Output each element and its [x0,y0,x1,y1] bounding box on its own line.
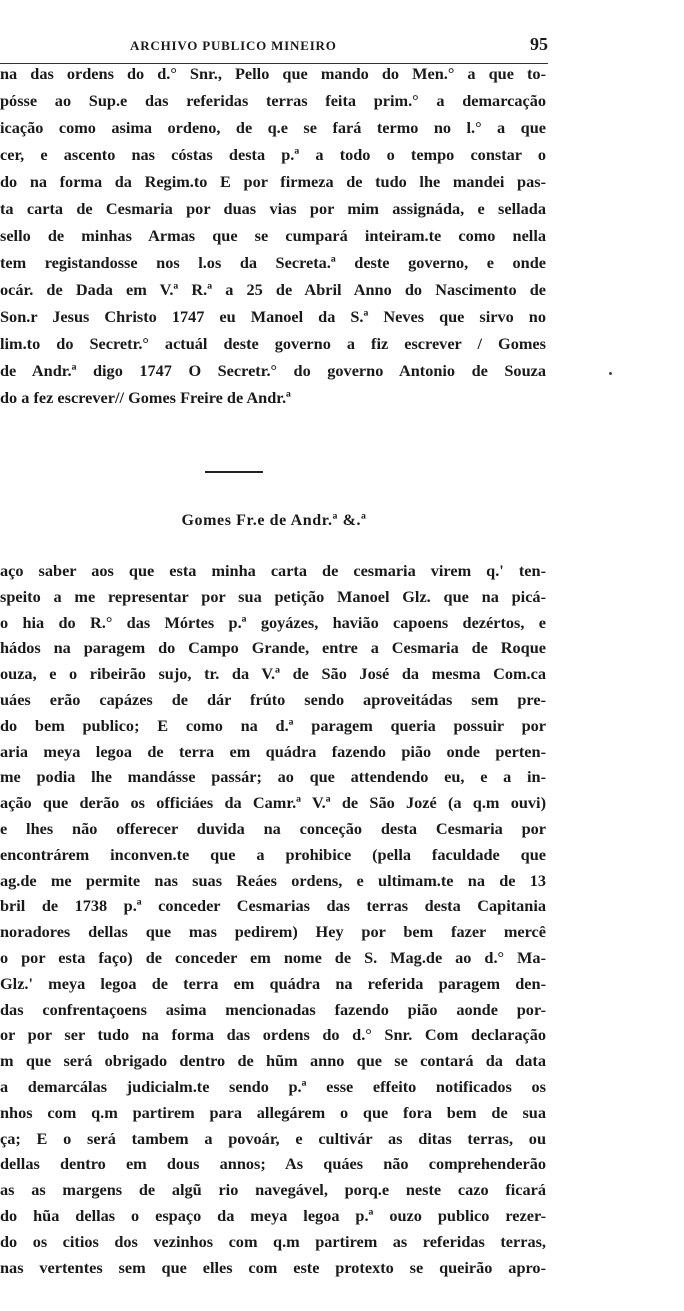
text-line: ação que derão os officiáes da Camr.ª V.ª de São Jozé (a q.m ouvi) [0,793,546,813]
paragraph-1 [0,60,546,411]
page-number: 95 [530,34,548,54]
text-line: nhos com q.m partirem para allegárem o que fora bem de sua [0,1102,546,1122]
text-line: ocár. de Dada em V.ª R.ª a 25 de Abril Anno do Nascimento de [0,280,546,299]
text-line: nas vertentes sem que elles com este protexto se queirão apro- [0,1257,546,1277]
section-divider [205,471,263,473]
text-line: do hũa dellas o espaço da meya legoa p.ª ouzo publico rezer- [0,1205,546,1225]
text-line: me podia lhe mandásse passár; ao que attendendo eu, e a in- [0,767,546,787]
text-line: Glz.' meya legoa de terra em quádra na referida paragem den- [0,973,546,993]
text-line: encontrárem inconven.te que a prohibice (pella faculdade que [0,844,546,864]
text-line: speito a me representar por sua petição Manoel Glz. que na picá- [0,586,546,606]
running-title: ARCHIVO PUBLICO MINEIRO [130,38,337,53]
text-line: do a fez escrever// Gomes Freire de Andr.ª [0,388,291,407]
text-line: e lhes não offerecer duvida na conceção desta Cesmaria por [0,818,546,838]
text-line: do na forma da Regim.to E por firmeza de tudo lhe mandei pas- [0,172,546,191]
section-heading: Gomes Fr.e de Andr.ª &.ª [181,512,367,529]
text-line: das confrentaçoens asima mencionadas fazendo pião aonde por- [0,999,546,1019]
text-line: ça; E o será tambem a povoár, e cultivár as ditas terras, ou [0,1128,546,1148]
text-line: o hia do R.° das Mórtes p.ª goyázes, havião capoens dezértos, e [0,612,546,632]
text-line: bril de 1738 p.ª conceder Cesmarias das terras desta Capitania [0,896,546,916]
text-line: noradores dellas que mas pedirem) Hey por bem fazer mercê [0,922,546,942]
text-line: hádos na paragem do Campo Grande, entre a Cesmaria de Roque [0,638,546,658]
text-line: do os citios dos vezinhos com q.m partirem as referidas terras, [0,1231,546,1251]
text-line: as as margens de algũ rio navegável, porq.e neste cazo ficará [0,1180,546,1200]
text-line: ag.de me permite nas suas Reáes ordens, e ultimam.te na de 13 [0,870,546,890]
text-line: sello de minhas Armas que se cumpará inteiram.te como nella [0,226,546,245]
text-line: de Andr.ª digo 1747 O Secretr.° do governo Antonio de Souza [0,361,546,380]
running-head [0,34,548,56]
text-line: aria meya legoa de terra em quádra fazendo pião onde perten- [0,741,546,761]
text-line: or por ser tudo na forma das ordens do d.° Snr. Com declaração [0,1025,546,1045]
text-line: dellas dentro em dous annos; As quáes não comprehenderão [0,1154,546,1174]
text-line: m que será obrigado dentro de hũm anno que se contará da data [0,1051,546,1071]
text-line: ouza, e o ribeirão sujo, tr. da V.ª de São José da mesma Com.ca [0,664,546,684]
text-line: icação como asima ordeno, de q.e se fará termo no l.° a que [0,118,546,137]
text-line: do bem publico; E como na d.ª paragem queria possuir por [0,715,546,735]
text-line: tem registandosse nos l.os da Secreta.ª deste governo, e onde [0,253,546,272]
text-line: o por esta faço) de conceder em nome de S. Mag.de ao d.° Ma- [0,947,546,967]
text-line: cer, e asсento nas cóstas desta p.ª a todo o tempo constar o [0,145,546,164]
text-line: aço saber aos que esta minha carta de cesmaria virem q.' ten- [0,561,546,580]
text-line: pósse ao Sup.e das referidas terras feita prim.° a demarcação [0,91,546,110]
text-line: Son.r Jesus Christo 1747 eu Manoel da S.ª Neves que sirvo no [0,307,546,326]
text-line: lim.to do Secretr.° actuál deste governo a fiz escrever / Gomes [0,334,546,353]
paragraph-2 [0,558,546,1280]
text-line: ta carta de Cesmaria por duas vias por mim assignáda, e sellada [0,199,546,218]
text-line: uáes erão capázes de dár frúto sendo aproveitádas sem pre- [0,689,546,709]
scan-speck [609,372,612,375]
text-line: a demarcálas judicialm.te sendo p.ª esse effeito notificados os [0,1076,546,1096]
text-line: na das ordens do d.° Snr., Pello que mando do Men.° a que to- [0,64,546,83]
